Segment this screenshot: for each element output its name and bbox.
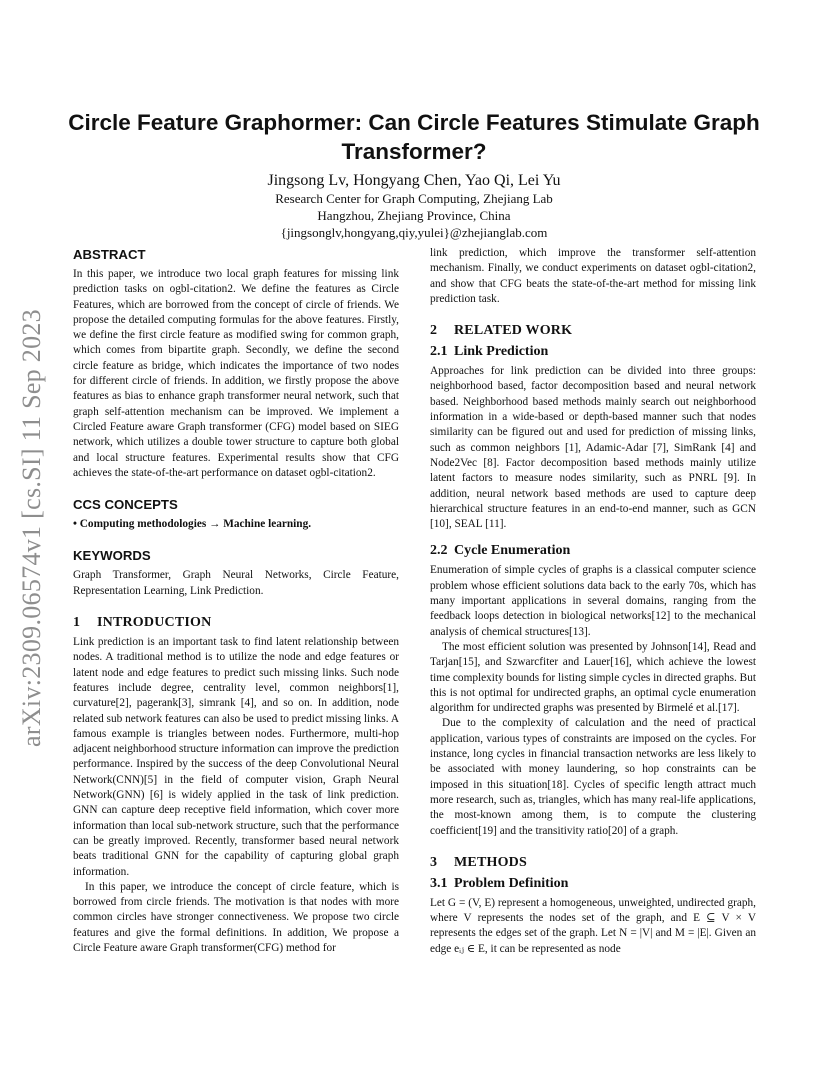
section-title: METHODS bbox=[454, 854, 527, 870]
keywords-heading: KEYWORDS bbox=[73, 548, 151, 564]
section-title: INTRODUCTION bbox=[97, 615, 212, 631]
arxiv-identifier-stamp bbox=[10, 298, 54, 758]
affiliation: Research Center for Graph Computing, Zhejiang Lab bbox=[275, 191, 553, 206]
subsection-title: Cycle Enumeration bbox=[454, 543, 571, 559]
left-column bbox=[73, 246, 399, 956]
introduction-paragraph-1: Link prediction is an important task to find latent relationship between nodes. A traditional method is to utilize the node and edge features or latent node and edge features to predict such missing links. Such node features include degree, centrality level, common neighbors[1], curvature[2], pagerank[3], simrank [4], and so on. In addition, node related sub network features can also be used to predict missing links. A famous example is triangles between nodes. Furthermore, multi-hop adjacent neighborhood structure information can improve the prediction performance. Inspired by the success of the deep Convolutional Neural Network(CNN)[5] in the field of computer vision, Graph Neural Network(GNN) [6] is widely applied in the task of link prediction. GNN can capture deep receptive field information, which cover more information than local sub-network structure, such that the performance can be greatly improved. Recently, transformer based neural network beats traditional GNN for the capability of capturing global graph information. bbox=[73, 636, 399, 878]
ccs-heading: CCS CONCEPTS bbox=[73, 497, 178, 513]
arxiv-identifier-text: arXiv:2309.06574v1 [cs.SI] 11 Sep 2023 bbox=[17, 309, 47, 747]
introduction-paragraph-2: In this paper, we introduce the concept of circle feature, which is borrowed from circle friends. The motivation is that nodes with more common circles have stronger connectiveness. We propose two circle features and give the formal definitions. In addition, We propose a Circle Feature aware Graph transformer(CFG) method for bbox=[73, 880, 399, 954]
email: {jingsonglv,hongyang,qiy,yulei}@zhejianglab.com bbox=[280, 225, 548, 240]
subsection-title: Problem Definition bbox=[454, 875, 569, 891]
author-block bbox=[170, 171, 658, 241]
problem-definition-text: Let G = (V, E) represent a homogeneous, unweighted, undirected graph, where V represents the nodes set of the graph, and E ⊆ V × V represents the edges set of the graph. Let N = |V| and M = |E|. Given an edge eᵢⱼ ∈ E, it can be represented as node bbox=[430, 896, 756, 955]
subsection-number: 2.1 bbox=[430, 344, 448, 360]
ccs-text: • Computing methodologies → Machine learning. bbox=[73, 518, 312, 531]
subsection-title: Link Prediction bbox=[454, 344, 549, 360]
location: Hangzhou, Zhejiang Province, China bbox=[317, 208, 511, 223]
right-column bbox=[430, 246, 756, 957]
introduction-heading bbox=[73, 614, 399, 631]
methods-heading bbox=[430, 854, 756, 871]
section-number: 2 bbox=[430, 323, 438, 339]
cycle-enumeration-paragraph-2: The most efficient solution was presented by Johnson[14], Read and Tarjan[15], and Szwarcfiter and Lauer[16], which achieve the lowest time complexity bounds for listing simple cycles in directed graphs. But this is not optimal for undirected graphs, an optimal cycle enumeration algorithm for undirected graphs was presented by Birmelé et al.[17]. bbox=[430, 640, 756, 715]
author-names: Jingsong Lv, Hongyang Chen, Yao Qi, Lei Yu bbox=[267, 172, 561, 189]
section-number: 3 bbox=[430, 854, 438, 870]
keywords-text: Graph Transformer, Graph Neural Networks, Circle Feature, Representation Learning, Link Prediction. bbox=[73, 569, 399, 597]
cycle-enumeration-paragraph-1: Enumeration of simple cycles of graphs is a classical computer science problem whose efficient solutions data back to the early 70s, which has many important applications in several domains, ranging from the feedback loops detection in biological networks[12] to the mechanical analysis of chemical structures[13]. bbox=[430, 564, 756, 638]
subsection-number: 2.2 bbox=[430, 543, 448, 559]
abstract-heading: ABSTRACT bbox=[73, 247, 146, 262]
link-prediction-heading bbox=[430, 343, 756, 360]
related-work-heading bbox=[430, 322, 756, 339]
abstract-text: In this paper, we introduce two local graph features for missing link prediction tasks on ogbl-citation2. We define the features as Circle Features, which are borrowed from the concept of circle of friends. We propose the detailed computing formulas for the above features. Firstly, we define the first circle feature as modified swing for common graph, which comes from bipartite graph. Secondly, we define the second circle feature as bridge, which indicates the importance of two nodes for different circle of friends. In addition, we firstly propose the above features as bias to enhance graph transformer neural network, such that graph self-attention mechanism can be improved. We implement a Circled Feature aware Graph transformer (CFG) model based on SIEG network, which utilizes a double tower structure to capture both global and local structure features. Experimental results show that CFG achieves the state-of-the-art performance on dataset ogbl-citation2. bbox=[73, 268, 399, 479]
problem-definition-heading bbox=[430, 875, 756, 892]
section-title: RELATED WORK bbox=[454, 323, 573, 339]
cycle-enumeration-heading bbox=[430, 542, 756, 559]
introduction-paragraph-2-continued: link prediction, which improve the transformer self-attention mechanism. Finally, we conduct experiments on dataset ogbl-citation2, and show that CFG beats the state-of-the-art method for missing link prediction task. bbox=[430, 247, 756, 305]
section-number: 1 bbox=[73, 615, 81, 631]
paper-title: Circle Feature Graphormer: Can Circle Features Stimulate Graph Transformer? bbox=[68, 110, 760, 164]
cycle-enumeration-paragraph-3: Due to the complexity of calculation and the need of practical application, various types of constraints are imposed on the cycles. For instance, long cycles in financial transaction networks are less likely to be associated with money laundering, so hop constraints can be imposed in this situation[18]. Cycles of specific length attract much more research, such as, triangles, which has many real-life applications, the most-known among them, is to compute the clustering coefficient[19] and the transitivity ratio[20] of a graph. bbox=[430, 717, 756, 837]
link-prediction-text: Approaches for link prediction can be divided into three groups: neighborhood based, factor decomposition based and neural network based. Neighborhood based methods mainly search out neighborhood information in a wide-based or depth-based manner such that nodes similarity can be figured out and used for prediction of missing links, such as common neighbors [1], Adamic-Adar [7], SimRank [4] and Node2Vec [8]. Factor decomposition based methods mainly utilize latent factors to measure nodes similarity, such as PNRL [9]. In addition, neural network based methods are used to capture deep hierarchical structure features in an end-to-end manner, such as GCN [10], SEAL [11]. bbox=[430, 365, 756, 531]
subsection-number: 3.1 bbox=[430, 875, 448, 891]
